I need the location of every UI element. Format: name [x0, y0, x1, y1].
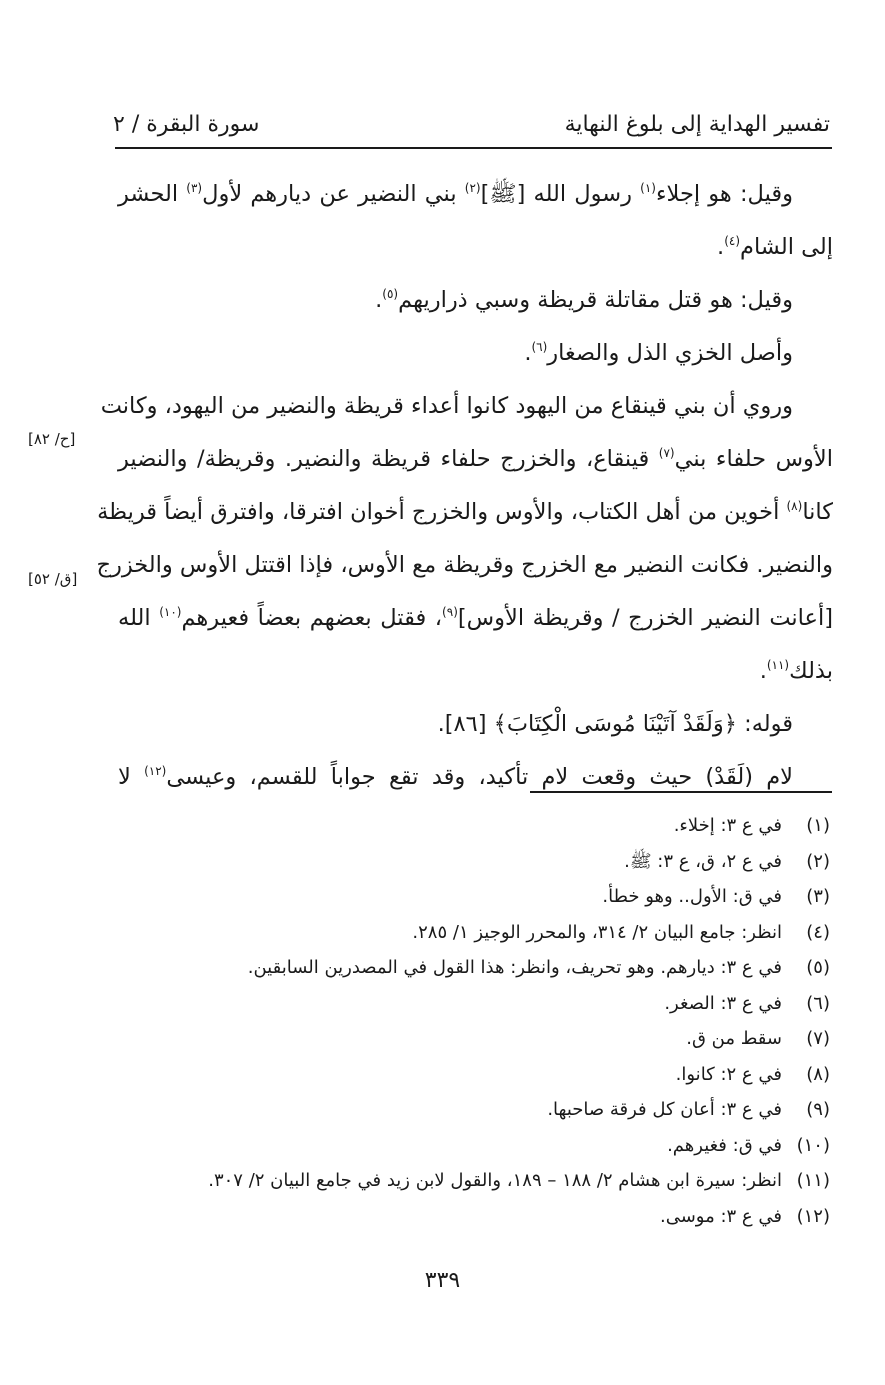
- footnote-ref: (٣): [186, 181, 203, 195]
- footnote-item: (٣)في ق: الأول.. وهو خطأ.: [602, 886, 830, 907]
- footnote-item: (٨)في ع ٢: كانوا.: [675, 1063, 830, 1085]
- text-line: وقيل: هو إجلاء$^{(١)}$ رسول الله [ﷺ]$^{(٢)}$ بني النضير عن ديارهم لأول$^{(٣)}$ الحشر: [118, 181, 793, 207]
- book-title: تفسير الهداية إلى بلوغ النهاية: [564, 112, 830, 137]
- footnote-ref: (١٢): [144, 764, 167, 778]
- footnote-item: (٤)انظر: جامع البيان ٢/ ٣١٤، والمحرر الوجيز ١/ ٢٨٥.: [412, 921, 830, 943]
- text-line: [أعانت النضير الخزرج / وقريظة الأوس]$^{(٩)}$، فقتل بعضهم بعضاً فعيرهم$^{(١٠)}$ الله: [118, 605, 833, 631]
- surah-title: سورة البقرة / ٢: [113, 112, 260, 137]
- footnote-ref: (٥): [382, 287, 399, 301]
- footnote-item: (١٢)في ع ٣: موسى.: [659, 1205, 830, 1227]
- footnote-ref: (١١): [766, 658, 790, 672]
- footnote-ref: (٤): [724, 234, 741, 248]
- footnote-item: (٩)في ع ٣: أعان كل فرقة صاحبها.: [547, 1099, 830, 1120]
- text-line: كانا$^{(٨)}$ أخوين من أهل الكتاب، والأوس والخزرج أخوان افترقا، وافترق أيضاً قريظة: [97, 499, 833, 525]
- margin-manuscript-ref: [ق/ ٥٢]: [28, 570, 78, 588]
- footnote-divider: [530, 791, 832, 793]
- footnote-item: (٢)في ع ٢، ق، ع ٣: ﷺ.: [624, 850, 830, 872]
- verse-line: قوله: ﴿وَلَقَدْ آتَيْنَا مُوسَى الْكِتَابَ﴾ [٨٦].: [437, 711, 793, 737]
- text-line: الأوس حلفاء بني$^{(٧)}$ قينقاع، والخزرج حلفاء قريظة والنضير. وقريظة/ والنضير: [118, 446, 833, 472]
- footnote-item: (١١)انظر: سيرة ابن هشام ٢/ ١٨٨ – ١٨٩، والقول لابن زيد في جامع البيان ٢/ ٣٠٧.: [208, 1170, 830, 1191]
- text-line: وقيل: هو قتل مقاتلة قريظة وسبي ذراريهم$^{(٥)}$.: [375, 287, 793, 313]
- footnote-item: (٦)في ع ٣: الصغر.: [664, 992, 830, 1014]
- page-number: ٣٣٩: [424, 1268, 461, 1293]
- header-divider: [115, 147, 832, 149]
- footnote-ref: (٩): [442, 605, 458, 619]
- text-line: لام (لَقَدْ) حيث وقعت لام تأكيد، وقد تقع جواباً للقسم، وعيسى$^{(١٢)}$ لا: [118, 764, 793, 790]
- footnotes-list: [130, 808, 830, 1234]
- text-line: والنضير. فكانت النضير مع الخزرج وقريظة مع الأوس، فإذا اقتتل الأوس والخزرج: [96, 552, 833, 578]
- footnote-ref: (٢): [464, 181, 481, 195]
- footnote-item: (١٠)في ق: فغيرهم.: [667, 1134, 830, 1156]
- footnote-ref: (١): [640, 181, 656, 195]
- footnote-item: (١)في ع ٣: إخلاء.: [673, 815, 830, 836]
- margin-manuscript-ref: [ح/ ٨٢]: [28, 430, 76, 448]
- main-text: [96, 168, 833, 804]
- footnote-item: (٥)في ع ٣: ديارهم. وهو تحريف، وانظر: هذا القول في المصدرين السابقين.: [247, 957, 830, 978]
- footnote-ref: (٦): [531, 340, 548, 354]
- text-line: إلى الشام$^{(٤)}$.: [717, 234, 833, 260]
- footnote-item: (٧)سقط من ق.: [686, 1028, 830, 1049]
- footnote-ref: (٧): [658, 446, 675, 460]
- text-line: بذلك$^{(١١)}$.: [759, 658, 833, 684]
- text-line: وروي أن بني قينقاع من اليهود كانوا أعداء قريظة والنضير من اليهود، وكانت: [100, 393, 793, 419]
- text-line: وأصل الخزي الذل والصغار$^{(٦)}$.: [524, 340, 793, 366]
- footnote-ref: (٨): [786, 499, 803, 513]
- footnote-ref: (١٠): [159, 605, 182, 619]
